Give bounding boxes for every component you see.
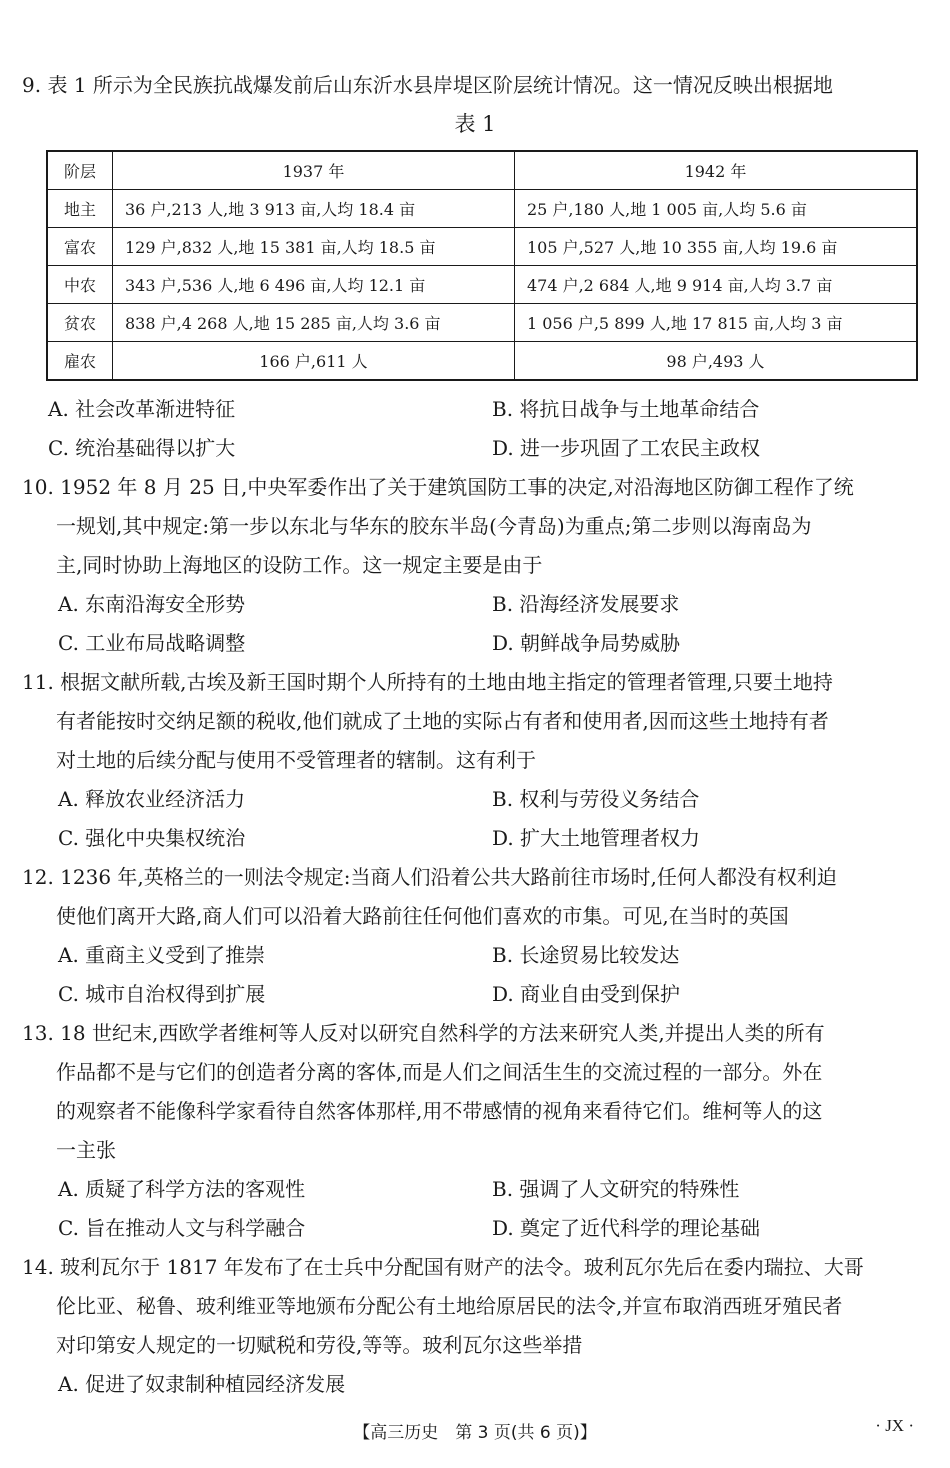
option-a[interactable]: A. 质疑了科学方法的客观性 [58,1177,306,1201]
table-cell-1937: 36 户,213 人,地 3 913 亩,人均 18.4 亩 [113,190,515,228]
edition-mark: · JX · [875,1416,914,1435]
option-a[interactable]: A. 释放农业经济活力 [58,787,246,811]
stem-line: 12. 1236 年,英格兰的一则法令规定:当商人们沿着公共大路前往市场时,任何人都没有权利迫 [22,865,837,889]
question-9-stem-line: 9. 表 1 所示为全民族抗战爆发前后山东沂水县岸堤区阶层统计情况。这一情况反映出根据地 [22,73,833,97]
option-c[interactable]: C. 强化中央集权统治 [58,826,246,850]
table-row-label: 贫农 [47,304,113,342]
option-c[interactable]: C. 统治基础得以扩大 [48,436,236,460]
stem-line: 使他们离开大路,商人们可以沿着大路前往任何他们喜欢的市集。可见,在当时的英国 [56,904,789,928]
table-caption: 表 1 [454,112,496,136]
question-12-stem [22,858,932,936]
stem-line: 伦比亚、秘鲁、玻利维亚等地颁布分配公有土地给原居民的法令,并宣布取消西班牙殖民者 [56,1294,843,1318]
table-cell-1937: 343 户,536 人,地 6 496 亩,人均 12.1 亩 [113,266,515,304]
table-header-cell: 1937 年 [113,151,515,190]
table-cell-1942: 1 056 户,5 899 人,地 17 815 亩,人均 3 亩 [514,304,917,342]
table-row [47,228,917,266]
option-a[interactable]: A. 社会改革渐进特征 [48,397,236,421]
option-b[interactable]: B. 沿海经济发展要求 [492,592,680,616]
question-14-stem [22,1248,932,1365]
table-row [47,304,917,342]
option-d[interactable]: D. 商业自由受到保护 [492,982,681,1006]
question-12-options [0,936,950,1014]
option-c[interactable]: C. 工业布局战略调整 [58,631,246,655]
table-cell-1942: 105 户,527 人,地 10 355 亩,人均 19.6 亩 [514,228,917,266]
option-b[interactable]: B. 将抗日战争与土地革命结合 [492,397,760,421]
option-b[interactable]: B. 强调了人文研究的特殊性 [492,1177,740,1201]
option-d[interactable]: D. 进一步巩固了工农民主政权 [492,436,761,460]
question-10-stem [22,468,932,585]
option-a[interactable]: A. 重商主义受到了推崇 [58,943,266,967]
table-cell-1942: 98 户,493 人 [514,342,917,381]
table-cell-1937: 129 户,832 人,地 15 381 亩,人均 18.5 亩 [113,228,515,266]
stem-line: 一主张 [56,1138,116,1162]
stem-line: 10. 1952 年 8 月 25 日,中央军委作出了关于建筑国防工事的决定,对沿海地区防御工程作了统 [22,475,854,499]
table-cell-1937: 166 户,611 人 [113,342,515,381]
option-b[interactable]: B. 权利与劳役义务结合 [492,787,700,811]
table-cell-1942: 474 户,2 684 人,地 9 914 亩,人均 3.7 亩 [514,266,917,304]
table-row-label: 雇农 [47,342,113,381]
question-13-options [0,1170,950,1248]
stem-line: 主,同时协助上海地区的设防工作。这一规定主要是由于 [56,553,543,577]
stem-line: 作品都不是与它们的创造者分离的客体,而是人们之间活生生的交流过程的一部分。外在 [56,1060,823,1084]
table-cell-1937: 838 户,4 268 人,地 15 285 亩,人均 3.6 亩 [113,304,515,342]
table-cell-1942: 25 户,180 人,地 1 005 亩,人均 5.6 亩 [514,190,917,228]
table-row [47,266,917,304]
option-a[interactable]: A. 促进了奴隶制种植园经济发展 [58,1372,346,1396]
table-row-label: 富农 [47,228,113,266]
question-9-stem [22,66,833,105]
stem-line: 14. 玻利瓦尔于 1817 年发布了在士兵中分配国有财产的法令。玻利瓦尔先后在委内瑞拉、大哥 [22,1255,864,1279]
table-row [47,190,917,228]
option-d[interactable]: D. 朝鲜战争局势威胁 [492,631,681,655]
question-14-options [0,1365,950,1404]
stem-line: 一规划,其中规定:第一步以东北与华东的胶东半岛(今青岛)为重点;第二步则以海南岛为 [56,514,812,538]
table-row-label: 中农 [47,266,113,304]
question-9-options [0,390,950,468]
stem-line: 对印第安人规定的一切赋税和劳役,等等。玻利瓦尔这些举措 [56,1333,583,1357]
stem-line: 有者能按时交纳足额的税收,他们就成了土地的实际占有者和使用者,因而这些土地持有者 [56,709,829,733]
question-11-stem [22,663,932,780]
stem-line: 11. 根据文献所载,古埃及新王国时期个人所持有的土地由地主指定的管理者管理,只要土地持 [22,670,833,694]
table-header-cell: 1942 年 [514,151,917,190]
option-b[interactable]: B. 长途贸易比较发达 [492,943,680,967]
stem-line: 对土地的后续分配与使用不受管理者的辖制。这有利于 [56,748,536,772]
table-header-row [47,151,917,190]
table-row-label: 地主 [47,190,113,228]
page-footer: 【高三历史 第 3 页(共 6 页)】 [353,1423,597,1443]
question-10-options [0,585,950,663]
table-header-cell: 阶层 [47,151,113,190]
option-c[interactable]: C. 城市自治权得到扩展 [58,982,266,1006]
option-c[interactable]: C. 旨在推动人文与科学融合 [58,1216,306,1240]
question-11-options [0,780,950,858]
option-a[interactable]: A. 东南沿海安全形势 [58,592,246,616]
stem-line: 的观察者不能像科学家看待自然客体那样,用不带感情的视角来看待它们。维柯等人的这 [56,1099,823,1123]
stem-line: 13. 18 世纪末,西欧学者维柯等人反对以研究自然科学的方法来研究人类,并提出人类的所有 [22,1021,825,1045]
option-d[interactable]: D. 扩大土地管理者权力 [492,826,701,850]
option-d[interactable]: D. 奠定了近代科学的理论基础 [492,1216,761,1240]
class-statistics-table [46,150,918,381]
question-13-stem [22,1014,932,1170]
table-row [47,342,917,381]
